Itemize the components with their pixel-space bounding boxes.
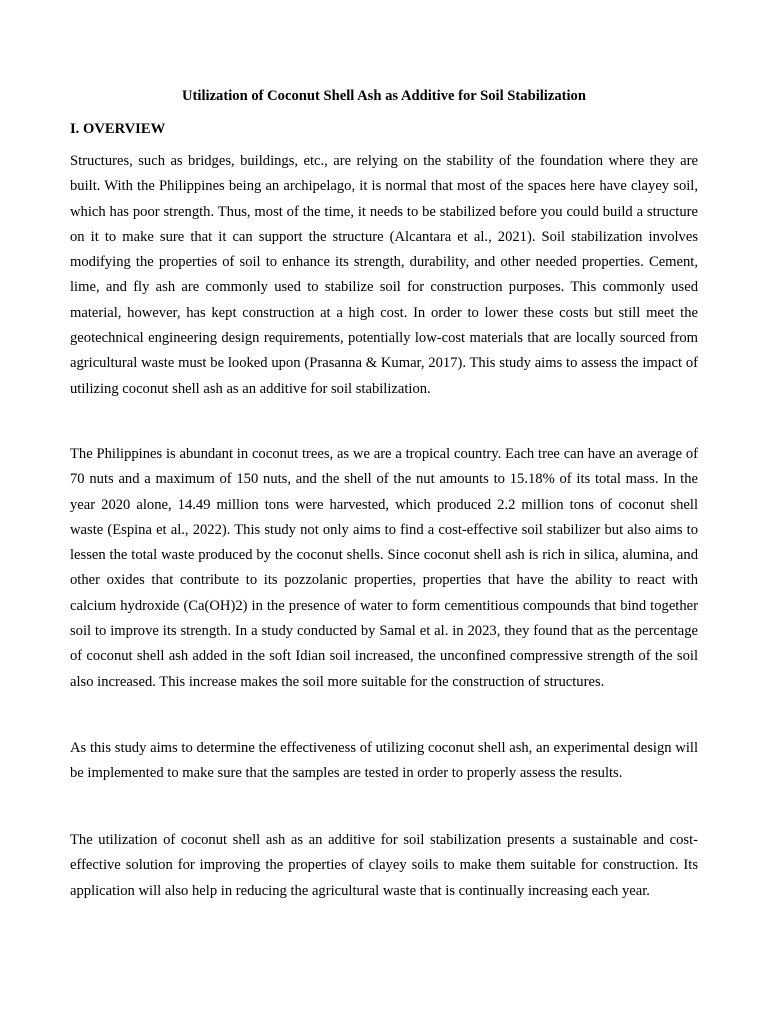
paragraph: Structures, such as bridges, buildings, etc., are relying on the stability of the foundation where they are built. With the Philippines being an archipelago, it is normal that most of the spaces here have clayey soil, which has poor strength. Thus, most of the time, it needs to be stabilized before you could build a structure on it to make sure that it can support the structure (Alcantara et al., 2021). Soil stabilization involves modifying the properties of soil to enhance its strength, durability, and other needed properties. Cement, lime, and fly ash are commonly used to stabilize soil for construction purposes. This commonly used material, however, has kept construction at a high cost. In order to lower these costs but still meet the geotechnical engineering design requirements, potentially low-cost materials that are locally sourced from agricultural waste must be looked upon (Prasanna & Kumar, 2017). This study aims to assess the impact of utilizing coconut shell ash as an additive for soil stabilization. bbox=[70, 153, 698, 397]
paragraph: As this study aims to determine the effectiveness of utilizing coconut shell ash, an experimental design will be implemented to make sure that the samples are tested in order to properly assess the results. bbox=[70, 740, 698, 782]
document-title: Utilization of Coconut Shell Ash as Additive for Soil Stabilization bbox=[182, 88, 586, 104]
paragraph: The utilization of coconut shell ash as an additive for soil stabilization presents a sustainable and cost-effective solution for improving the properties of clayey soils to make them suitable for construction. Its application will also help in reducing the agricultural waste that is continually increasing each year. bbox=[70, 832, 698, 899]
section-heading: I. OVERVIEW bbox=[70, 121, 166, 137]
paragraph: The Philippines is abundant in coconut trees, as we are a tropical country. Each tree can have an average of 70 nuts and a maximum of 150 nuts, and the shell of the nut amounts to 15.18% of its total mass. In the year 2020 alone, 14.49 million tons were harvested, which produced 2.2 million tons of coconut shell waste (Espina et al., 2022). This study not only aims to find a cost-effective soil stabilizer but also aims to lessen the total waste produced by the coconut shells. Since coconut shell ash is rich in silica, alumina, and other oxides that contribute to its pozzolanic properties, properties that have the ability to react with calcium hydroxide (Ca(OH)2) in the presence of water to form cementitious compounds that bind together soil to improve its strength. In a study conducted by Samal et al. in 2023, they found that as the percentage of coconut shell ash added in the soft Idian soil increased, the unconfined compressive strength of the soil also increased. This increase makes the soil more suitable for the construction of structures. bbox=[70, 446, 698, 690]
